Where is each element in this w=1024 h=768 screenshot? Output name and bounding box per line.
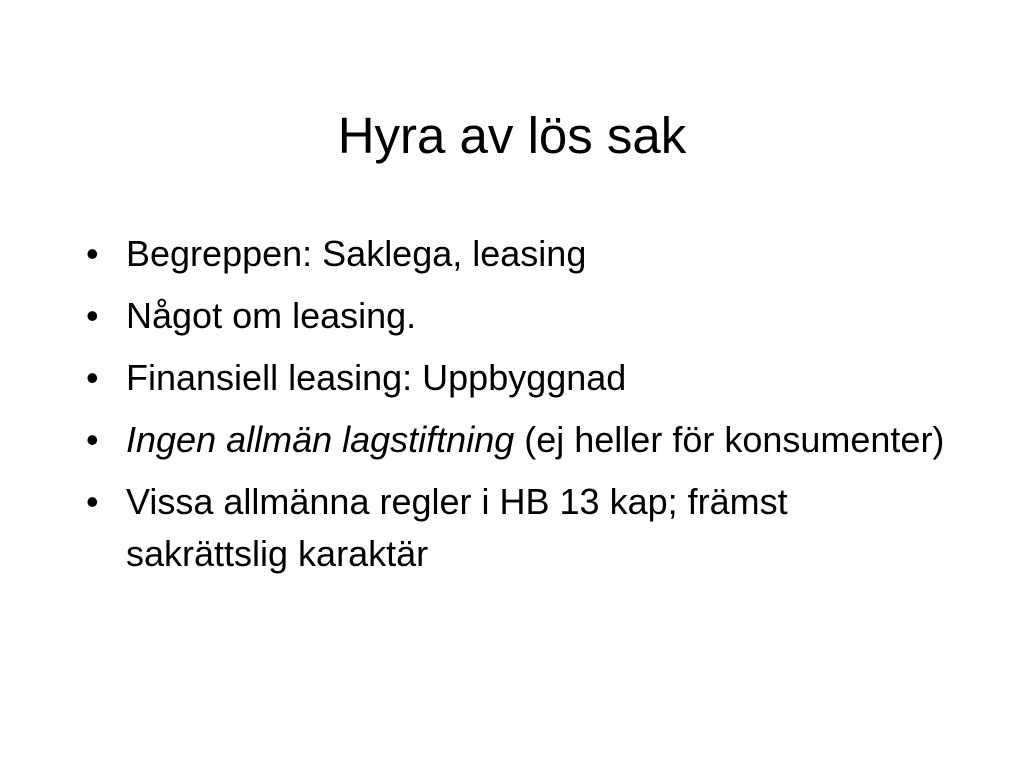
bullet-icon: •: [86, 481, 99, 522]
bullet-icon: •: [86, 419, 99, 460]
bullet-icon: •: [86, 233, 99, 274]
bullet-text: Finansiell leasing: Uppbyggnad: [126, 357, 627, 398]
bullet-text: Begreppen: Saklega, leasing: [126, 233, 587, 274]
bullet-item-lagstiftning: [86, 414, 946, 466]
bullet-text: Vissa allmänna regler i HB 13 kap; främst sakrättslig karaktär: [126, 481, 788, 574]
slide-title: Hyra av lös sak: [337, 107, 687, 164]
bullet-icon: •: [86, 357, 99, 398]
bullet-text: Något om leasing.: [126, 295, 417, 336]
bullet-list: [86, 228, 946, 590]
bullet-item-leasing: [86, 290, 946, 342]
bullet-item-begreppen: [86, 228, 946, 280]
bullet-item-finansiell: [86, 352, 946, 404]
bullet-text: (ej heller för konsumenter): [514, 419, 945, 460]
bullet-icon: •: [86, 295, 99, 336]
bullet-text-italic: Ingen allmän lagstiftning: [126, 419, 515, 460]
bullet-item-regler: [86, 476, 946, 580]
